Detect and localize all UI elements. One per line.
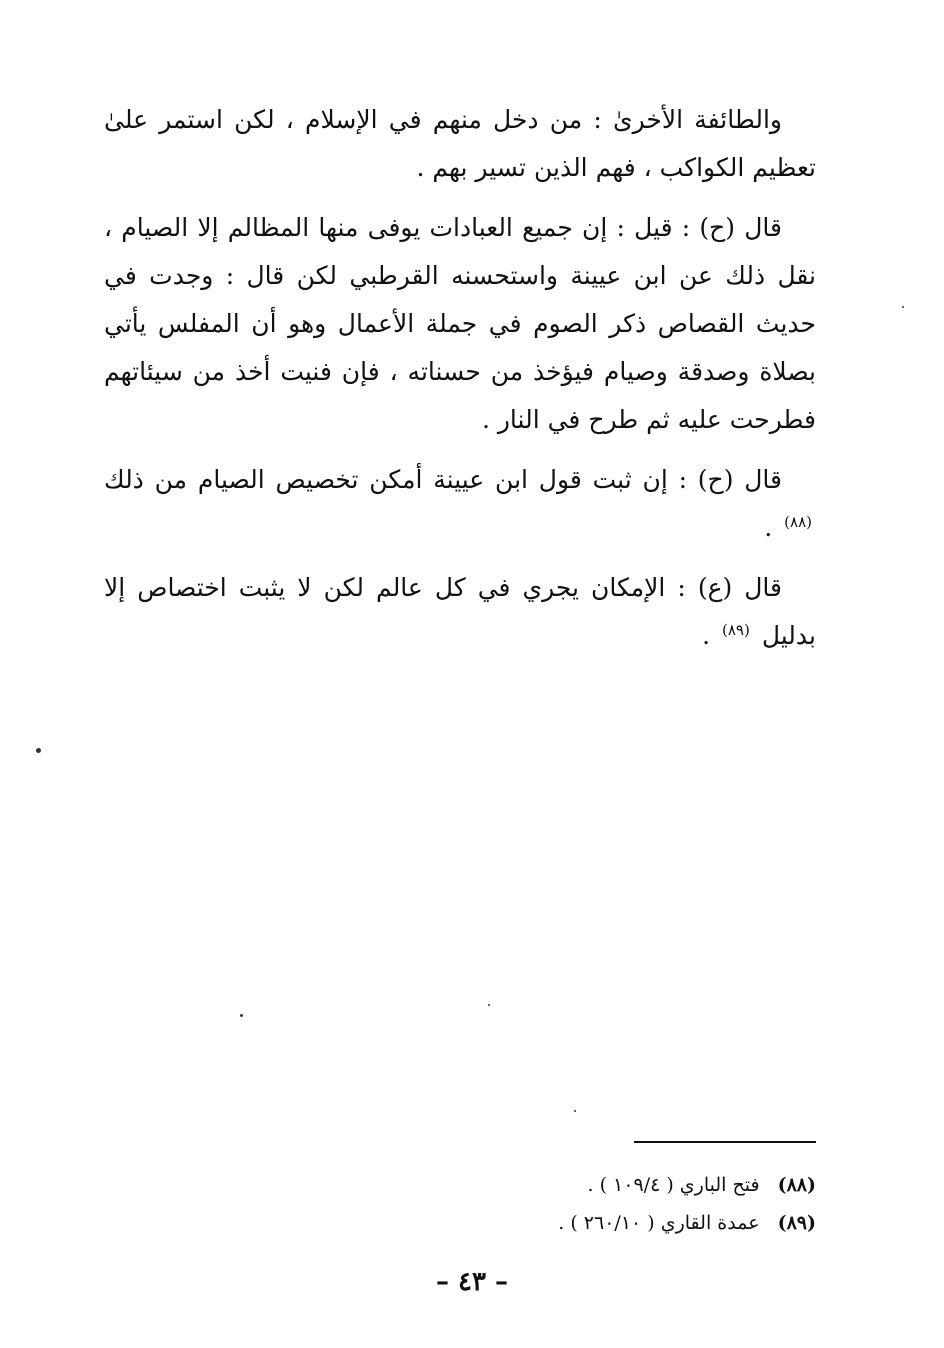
footnote-89 (396, 1204, 816, 1242)
footnote-ref-89: (٨٩) (722, 620, 750, 639)
footnote-88 (396, 1166, 816, 1204)
paragraph-3 (104, 456, 816, 552)
footnote-ref-88: (٨٨) (784, 512, 812, 531)
scan-speck (574, 1110, 576, 1112)
footnotes (396, 1166, 816, 1242)
paragraph-2-text: قال (ح) : قيل : إن جميع العبادات يوفى منها المظالم إلا الصيام ، نقل ذلك عن ابن عيينة واستحسنه القرطبي لكن قال : وجدت في حديث القصاص ذكر الصوم في جملة الأعمال وهو أن المفلس يأتي بصلاة وصدقة وصيام فيؤخذ من حسناته ، فإن فنيت أخذ من سيئاتهم فطرحت عليه ثم طرح في النار . (104, 213, 816, 434)
scan-speck (240, 1014, 243, 1017)
footnote-separator (634, 1141, 816, 1143)
paragraph-3-end: . (764, 513, 773, 542)
scan-speck (902, 306, 904, 308)
paragraph-4-end: . (702, 621, 711, 650)
main-text (104, 96, 816, 672)
paragraph-3-text: قال (ح) : إن ثبت قول ابن عيينة أمكن تخصيص الصيام من ذلك (104, 465, 782, 494)
paragraph-4 (104, 564, 816, 660)
paragraph-2 (104, 204, 816, 444)
paragraph-4-text: قال (ع) : الإمكان يجري في كل عالم لكن لا يثبت اختصاص إلا بدليل (104, 573, 816, 650)
footnote-89-number: (٨٩) (777, 1212, 816, 1234)
footnote-88-number: (٨٨) (777, 1174, 816, 1196)
paragraph-1 (104, 96, 816, 192)
footnote-89-text: عمدة القاري ( ٢٦٠/١٠ ) . (558, 1212, 760, 1234)
footnote-88-text: فتح الباري ( ١٠٩/٤ ) . (587, 1174, 760, 1196)
scan-speck (36, 748, 41, 753)
scan-speck (488, 1004, 490, 1006)
paragraph-1-text: والطائفة الأخرىٰ : من دخل منهم في الإسلام ، لكن استمر علىٰ تعظيم الكواكب ، فهم الذين تسير بهم . (104, 105, 816, 182)
page-number: – ٤٣ – (435, 1267, 509, 1297)
